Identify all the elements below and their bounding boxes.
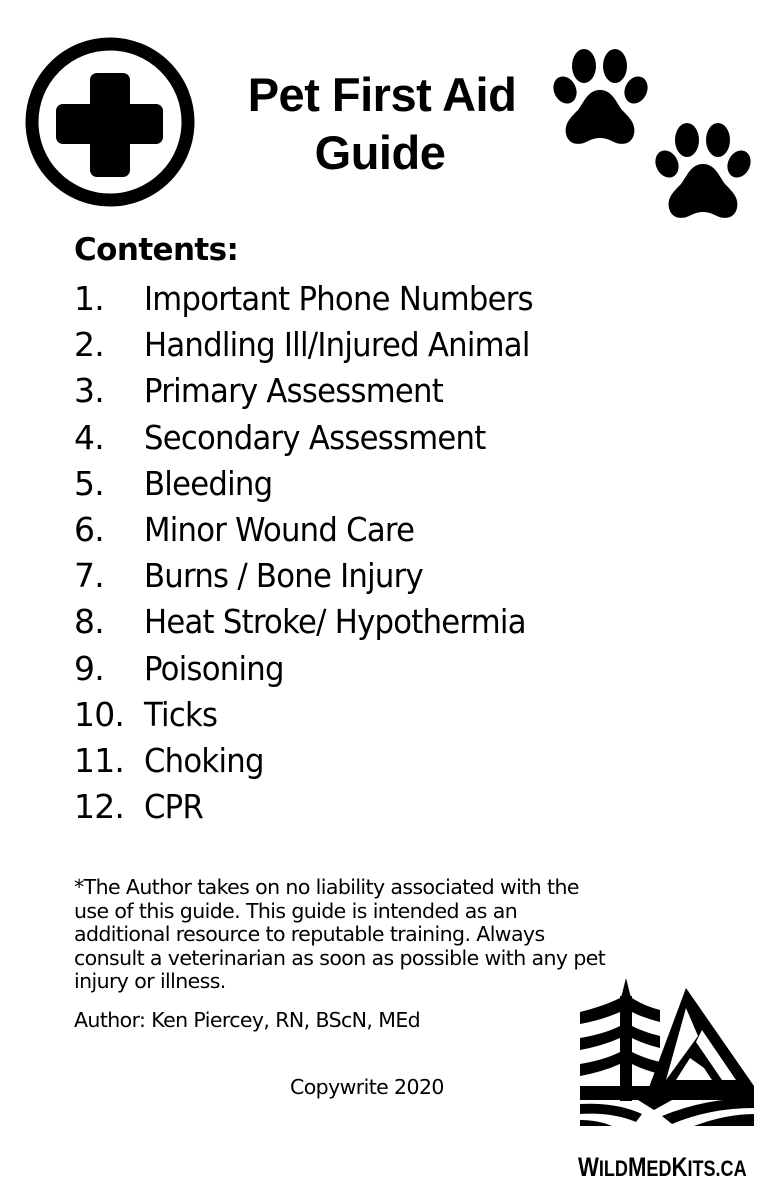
paw-print-icon — [552, 44, 650, 148]
toc-item-number: 5. — [74, 463, 104, 503]
toc-item — [74, 692, 562, 738]
toc-item-number: 6. — [74, 509, 104, 549]
toc-item-number: 1. — [74, 279, 104, 318]
toc-item — [74, 322, 562, 368]
toc-item-label: Minor Wound Care — [144, 509, 415, 549]
toc-item — [74, 599, 562, 645]
page-title — [200, 66, 560, 182]
disclaimer-line: additional resource to reputable training. Always — [74, 922, 545, 946]
brand-name-part: ITS.CA — [687, 1156, 747, 1181]
toc-item-label: Primary Assessment — [144, 371, 444, 411]
toc-item-label: Choking — [144, 740, 264, 780]
toc-item-label: Burns / Bone Injury — [144, 556, 423, 596]
toc-item — [74, 368, 562, 414]
toc-item-label: Ticks — [144, 694, 218, 734]
toc-item — [74, 461, 562, 507]
toc-item — [74, 738, 562, 784]
toc-item-number: 9. — [74, 648, 104, 688]
brand-name-part: ILD — [598, 1156, 628, 1181]
copyright-notice: Copywrite 2020 — [290, 1075, 444, 1099]
brand-name — [578, 1150, 747, 1186]
toc-item-number: 10. — [74, 694, 125, 734]
toc-item-label: Handling Ill/Injured Animal — [144, 325, 530, 365]
toc-item-label: Bleeding — [144, 463, 273, 503]
brand-name-part: K — [671, 1152, 688, 1182]
disclaimer-line: injury or illness. — [74, 969, 226, 993]
paw-print-icon — [654, 118, 752, 222]
toc-item-label: Heat Stroke/ Hypothermia — [144, 602, 526, 642]
toc-item — [74, 276, 562, 322]
toc-item-number: 12. — [74, 787, 125, 827]
brand-name-part: W — [578, 1152, 599, 1182]
toc-item — [74, 646, 562, 692]
brand-name-part: ED — [646, 1156, 672, 1181]
toc-item — [74, 415, 562, 461]
disclaimer-line: use of this guide. This guide is intended as an — [74, 898, 518, 923]
toc-item-label: Poisoning — [144, 648, 284, 688]
toc-item-number: 8. — [74, 602, 104, 642]
toc-item-label: Secondary Assessment — [144, 417, 486, 457]
author-credit: Author: Ken Piercey, RN, BScN, MEd — [74, 1008, 421, 1032]
toc-item-label: CPR — [144, 787, 204, 827]
toc-item — [74, 784, 562, 830]
toc-item — [74, 553, 562, 599]
first-aid-cross-icon — [24, 36, 196, 208]
brand-name-part: M — [627, 1152, 647, 1182]
toc-item-number: 7. — [74, 556, 104, 596]
toc-item-number: 4. — [74, 417, 104, 457]
toc-item-number: 11. — [74, 740, 125, 780]
disclaimer-line: *The Author takes on no liability associated with the — [74, 875, 579, 899]
tree-mountain-logo-icon — [576, 976, 754, 1126]
disclaimer-line: consult a veterinarian as soon as possible with any pet — [74, 945, 606, 970]
title-line-2: Guide — [314, 126, 446, 179]
toc-item-label: Important Phone Numbers — [144, 279, 533, 318]
toc-item-number: 3. — [74, 371, 104, 411]
contents-heading: Contents: — [74, 232, 239, 268]
toc-item-number: 2. — [74, 325, 104, 365]
table-of-contents — [74, 276, 562, 830]
title-line-1: Pet First Aid — [247, 68, 517, 121]
toc-item — [74, 507, 562, 553]
